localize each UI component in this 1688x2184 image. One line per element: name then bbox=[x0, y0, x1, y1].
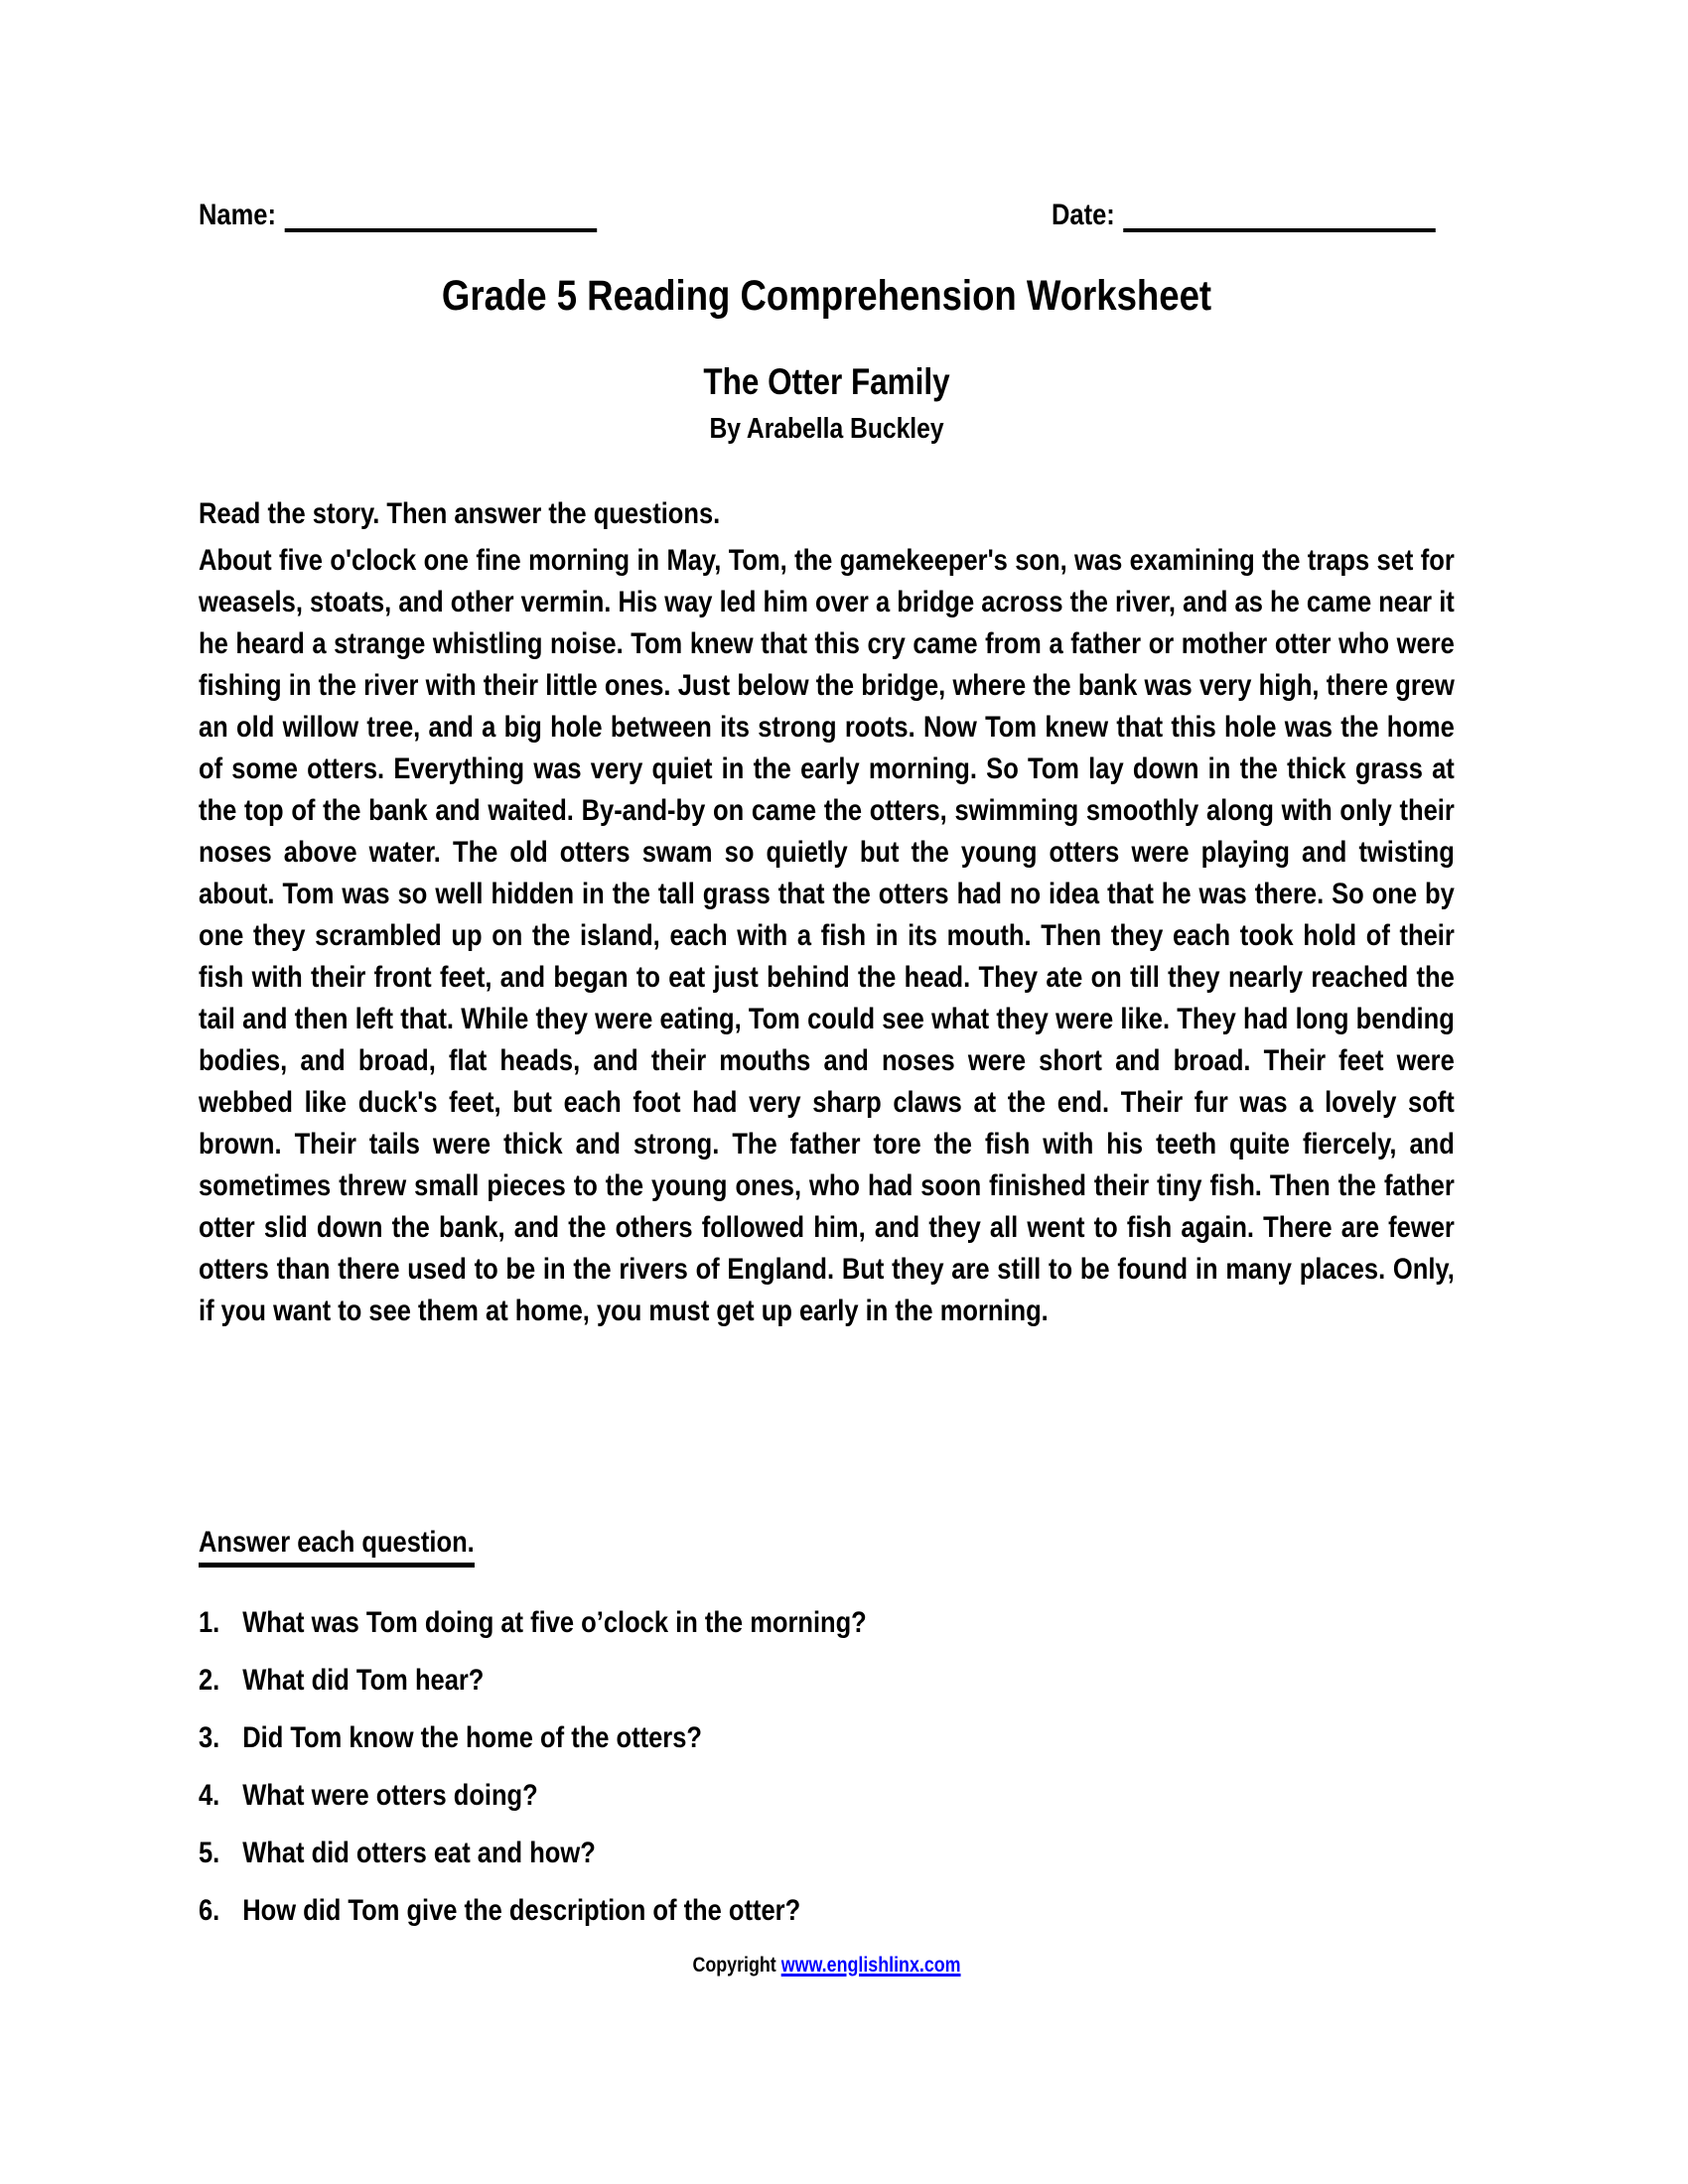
questions-list bbox=[199, 1607, 1455, 1927]
story-paragraph: About five o'clock one fine morning in May, Tom, the gamekeeper's son, was examining the traps set for weasels, stoats, and other vermin. His way led him over a bridge across the river, and as he came near it he heard a strange whistling noise. Tom knew that this cry came from a father or mother otter who were fishing in the river with their little ones. Just below the bridge, where the bank was very high, there grew an old willow tree, and a big hole between its strong roots. Now Tom knew that this hole was the home of some otters. Everything was very quiet in the early morning. So Tom lay down in the thick grass at the top of the bank and waited. By-and-by on came the otters, swimming smoothly along with only their noses above water. The old otters swam so quietly but the young otters were playing and twisting about. Tom was so well hidden in the tall grass that the otters had no idea that he was there. So one by one they scrambled up on the island, each with a fish in its mouth. Then they each took hold of their fish with their front feet, and began to eat just behind the head. They ate on till they nearly reached the tail and then left that. While they were eating, Tom could see what they were like. They had long bending bodies, and broad, flat heads, and their mouths and noses were short and broad. Their feet were webbed like duck's feet, but each foot had very sharp claws at the end. Their fur was a lovely soft brown. Their tails were thick and strong. The father tore the fish with his teeth quite fiercely, and sometimes threw small pieces to the young ones, who had soon finished their tiny fish. Then the father otter slid down the bank, and the others followed him, and they all went to fish again. There are fewer otters than there used to be in the rivers of England. But they are still to be found in many places. Only, if you want to see them at home, you must get up early in the morning. bbox=[199, 544, 1455, 1327]
copyright-label: Copyright bbox=[692, 1954, 776, 1977]
date-label: Date: bbox=[1052, 199, 1115, 231]
question-text: How did Tom give the description of the otter? bbox=[242, 1894, 801, 1927]
question-text: Did Tom know the home of the otters? bbox=[242, 1721, 702, 1754]
answer-section-heading bbox=[199, 1526, 1266, 1568]
question-number: 5. bbox=[199, 1837, 220, 1869]
copyright-footer bbox=[293, 1953, 1360, 1979]
answer-heading-text: Answer each question. bbox=[199, 1526, 475, 1568]
name-label: Name: bbox=[199, 199, 276, 231]
story-instructions: Read the story. Then answer the questions. bbox=[199, 497, 721, 530]
date-blank-line bbox=[1123, 199, 1436, 232]
name-field-group bbox=[199, 199, 597, 232]
copyright-link[interactable]: www.englishlinx.com bbox=[780, 1954, 961, 1977]
page-title: Grade 5 Reading Comprehension Worksheet bbox=[441, 272, 1212, 320]
question-number: 6. bbox=[199, 1894, 220, 1927]
story-title: The Otter Family bbox=[703, 361, 950, 402]
question-text: What were otters doing? bbox=[242, 1779, 538, 1812]
question-row-1 bbox=[199, 1607, 1266, 1639]
question-number: 2. bbox=[199, 1664, 220, 1697]
question-number: 4. bbox=[199, 1779, 220, 1812]
question-row-3 bbox=[199, 1722, 1266, 1754]
question-row-2 bbox=[199, 1665, 1266, 1697]
question-row-5 bbox=[199, 1838, 1266, 1869]
question-text: What did otters eat and how? bbox=[242, 1837, 596, 1869]
question-row-4 bbox=[199, 1780, 1266, 1812]
question-number: 3. bbox=[199, 1721, 220, 1754]
name-blank-line bbox=[284, 199, 596, 232]
header-row bbox=[199, 199, 1455, 242]
question-row-6 bbox=[199, 1895, 1266, 1927]
date-field-group bbox=[1052, 199, 1436, 232]
question-text: What did Tom hear? bbox=[242, 1664, 485, 1697]
question-number: 1. bbox=[199, 1606, 220, 1639]
story-byline: By Arabella Buckley bbox=[709, 413, 944, 445]
question-text: What was Tom doing at five o’clock in the morning? bbox=[242, 1606, 867, 1639]
